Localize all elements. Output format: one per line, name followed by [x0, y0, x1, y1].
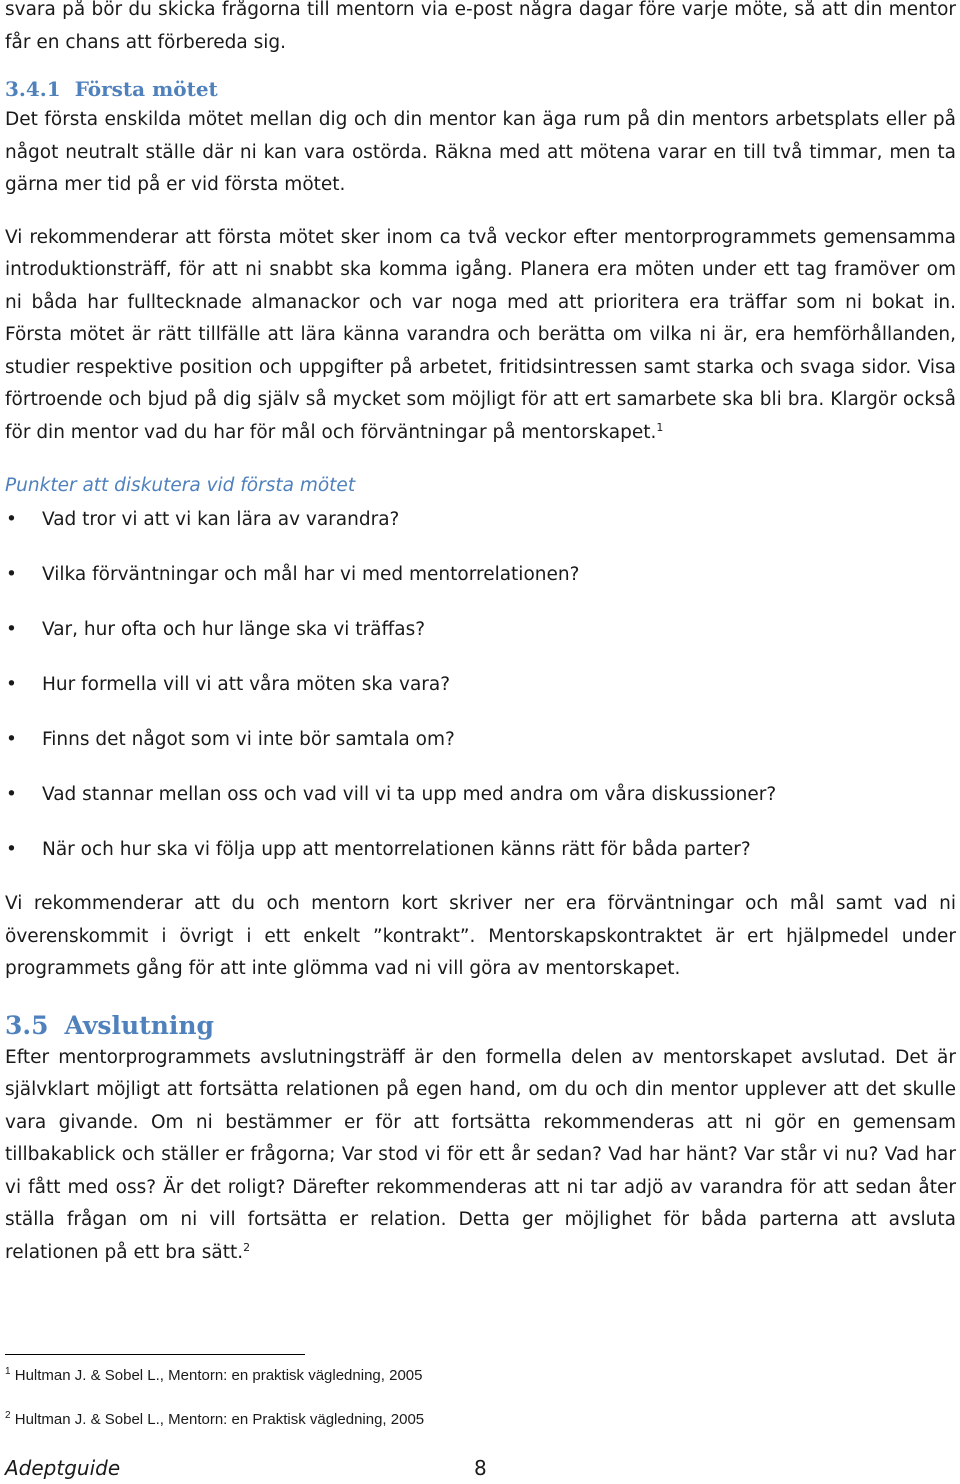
- contract-paragraph: Vi rekommenderar att du och mentorn kort skriver ner era förväntningar och mål samt vad ni överenskommit i övrigt i ett enkelt ”kontrakt”. Mentorskapskontraktet är ert hjälpmedel under programmets gång för att inte glömma vad ni vill göra av mentorskapet.: [5, 893, 956, 979]
- section-number: 3.5: [5, 1010, 49, 1040]
- footnote-text: Hultman J. & Sobel L., Mentorn: en Praktisk vägledning, 2005: [14, 1411, 425, 1428]
- bullet-icon: •: [6, 839, 17, 860]
- section-heading-341: [5, 73, 956, 105]
- list-item: [5, 725, 956, 780]
- closing-paragraph: [5, 1042, 956, 1270]
- list-item: [5, 560, 956, 615]
- intro-paragraph: svara på bör du skicka frågorna till mentorn via e-post några dagar före varje möte, så att din mentor får en chans att förbereda sig.: [5, 0, 956, 53]
- first-meeting-paragraph-2: [5, 222, 956, 450]
- discussion-list: [5, 505, 956, 890]
- list-item-text: När och hur ska vi följa upp att mentorrelationen känns rätt för båda parter?: [42, 839, 751, 860]
- list-item-text: Vilka förväntningar och mål har vi med mentorrelationen?: [42, 564, 580, 585]
- footer-page-number: 8: [474, 1456, 487, 1480]
- section-number: 3.4.1: [5, 77, 61, 101]
- bullet-icon: •: [6, 564, 17, 585]
- footnote-text: Hultman J. & Sobel L., Mentorn: en praktisk vägledning, 2005: [14, 1367, 423, 1384]
- footnote-marker: 1: [5, 1366, 11, 1377]
- list-item: [5, 780, 956, 835]
- footnote-1: [5, 1367, 422, 1384]
- bullet-icon: •: [6, 729, 17, 750]
- bullet-icon: •: [6, 509, 17, 530]
- list-item: [5, 615, 956, 670]
- section-heading-35: [5, 1008, 956, 1044]
- list-item: [5, 505, 956, 560]
- footnote-ref: 1: [656, 420, 664, 434]
- list-item-text: Var, hur ofta och hur länge ska vi träffas?: [42, 619, 426, 640]
- paragraph-text: Vi rekommenderar att första mötet sker inom ca två veckor efter mentorprogrammets gemensamma introduktionsträff, för att ni snabbt ska komma igång. Planera era möten under ett tag framöver om ni båda har fulltecknade almanackor och var noga med att prioritera era träffar som ni bokat in. Första mötet är rätt tillfälle att lära känna varandra och berätta om vilka ni är, era hemförhållanden, studier respektive position och uppgifter på arbetet, fritidsintressen samt starka och svaga sidor. Visa förtroende och bjud på dig själv så mycket som möjligt för att ert samarbete ska bli bra. Klargör också för din mentor vad du har för mål och förväntningar på mentorskapet.: [5, 226, 956, 443]
- footnote-ref: 2: [243, 1240, 251, 1254]
- paragraph-text: Efter mentorprogrammets avslutningsträff är den formella delen av mentorskapet avslutad. Det är självklart möjligt att fortsätta relationen på egen hand, om du och din mentor upplever att det skulle vara givande. Om ni bestämmer er för att fortsätta rekommenderas att ni gör en gemensam tillbakablick och ställer er frågorna; Var stod vi för ett år sedan? Vad har hänt? Var står vi nu? Vad har vi fått med oss? Är det roligt? Därefter rekommenderas att ni tar adjö av varandra för att sedan åter ställa frågan om ni vill fortsätta er relation. Detta ger möjlighet för båda parterna att avsluta relationen på ett bra sätt.: [5, 1046, 956, 1263]
- list-item-text: Vad stannar mellan oss och vad vill vi ta upp med andra om våra diskussioner?: [42, 784, 777, 805]
- list-item-text: Finns det något som vi inte bör samtala om?: [42, 729, 455, 750]
- first-meeting-paragraph-1: Det första enskilda mötet mellan dig och din mentor kan äga rum på din mentors arbetsplats eller på något neutralt ställe där ni kan vara ostörda. Räkna med att mötena varar en till två timmar, men ta gärna mer tid på er vid första mötet.: [5, 109, 956, 195]
- footnote-marker: 2: [5, 1410, 11, 1421]
- bullet-icon: •: [6, 784, 17, 805]
- footnote-2: [5, 1411, 424, 1428]
- list-item-text: Vad tror vi att vi kan lära av varandra?: [42, 509, 400, 530]
- list-item: [5, 835, 956, 890]
- section-title: Avslutning: [64, 1010, 215, 1040]
- list-item: [5, 670, 956, 725]
- list-item-text: Hur formella vill vi att våra möten ska vara?: [42, 674, 451, 695]
- discussion-heading: Punkter att diskutera vid första mötet: [5, 475, 356, 496]
- footnote-separator: [5, 1354, 305, 1355]
- bullet-icon: •: [6, 674, 17, 695]
- document-page: [5, 0, 956, 1269]
- footer-document-title: Adeptguide: [5, 1456, 121, 1480]
- bullet-icon: •: [6, 619, 17, 640]
- section-title: Första mötet: [74, 77, 218, 101]
